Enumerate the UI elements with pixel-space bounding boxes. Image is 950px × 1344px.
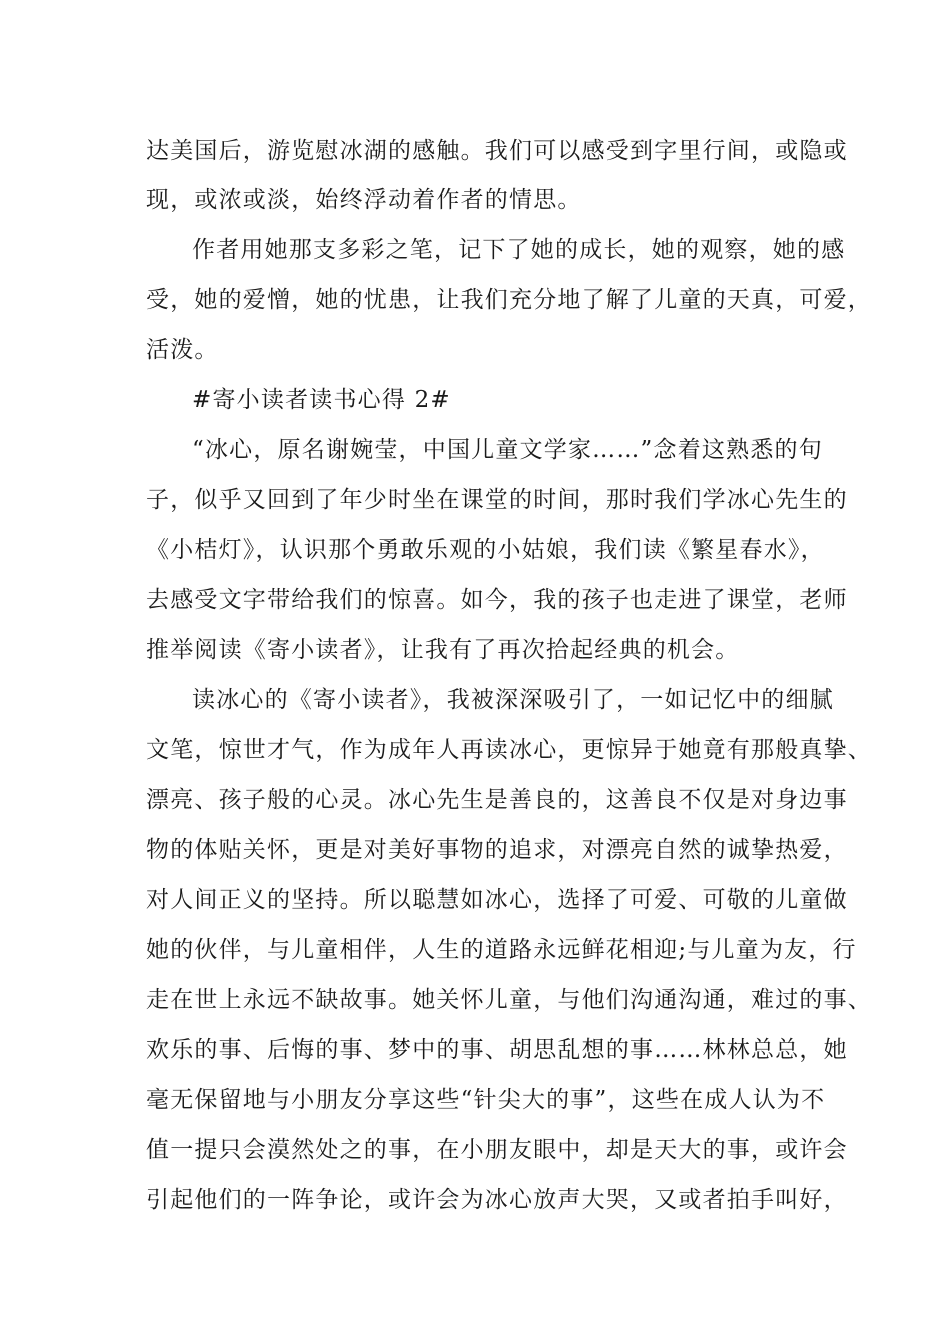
text-line: 走在世上永远不缺故事。她关怀儿童，与他们沟通沟通，难过的事、 bbox=[146, 987, 872, 1013]
text-line: 欢乐的事、后悔的事、梦中的事、胡思乱想的事……林林总总，她 bbox=[146, 1037, 848, 1063]
section-heading: #寄小读者读书心得 2# bbox=[192, 387, 451, 413]
text-line: 文笔，惊世才气，作为成年人再读冰心，更惊异于她竟有那般真挚、 bbox=[146, 737, 872, 763]
text-line: 漂亮、孩子般的心灵。冰心先生是善良的，这善良不仅是对身边事 bbox=[146, 787, 848, 813]
text-line: 作者用她那支多彩之笔，记下了她的成长，她的观察，她的感 bbox=[192, 237, 846, 263]
text-line: 毫无保留地与小朋友分享这些“针尖大的事”，这些在成人认为不 bbox=[146, 1087, 826, 1113]
text-line: 达美国后，游览慰冰湖的感触。我们可以感受到字里行间，或隐或 bbox=[146, 138, 848, 164]
text-line: 引起他们的一阵争论，或许会为冰心放声大哭，又或者拍手叫好， bbox=[146, 1187, 848, 1213]
text-line: “冰心，原名谢婉莹，中国儿童文学家……”念着这熟悉的句 bbox=[192, 437, 823, 463]
text-line: 《小桔灯》，认识那个勇敢乐观的小姑娘，我们读《繁星春水》， bbox=[146, 537, 825, 563]
text-line: 物的体贴关怀，更是对美好事物的追求，对漂亮自然的诚挚热爱， bbox=[146, 837, 848, 863]
text-line: 推举阅读《寄小读者》，让我有了再次拾起经典的机会。 bbox=[146, 637, 740, 663]
text-line: 值一提只会漠然处之的事，在小朋友眼中，却是天大的事，或许会 bbox=[146, 1137, 848, 1163]
text-line: 活泼。 bbox=[146, 337, 219, 363]
text-line: 受，她的爱憎，她的忧患，让我们充分地了解了儿童的天真，可爱， bbox=[146, 287, 872, 313]
text-line: 子，似乎又回到了年少时坐在课堂的时间，那时我们学冰心先生的 bbox=[146, 487, 848, 513]
text-line: 去感受文字带给我们的惊喜。如今，我的孩子也走进了课堂，老师 bbox=[146, 587, 848, 613]
text-line: 读冰心的《寄小读者》，我被深深吸引了，一如记忆中的细腻 bbox=[192, 687, 834, 713]
text-line: 她的伙伴，与儿童相伴，人生的道路永远鲜花相迎;与儿童为友，行 bbox=[146, 937, 857, 963]
text-line: 对人间正义的坚持。所以聪慧如冰心，选择了可爱、可敬的儿童做 bbox=[146, 887, 848, 913]
text-line: 现，或浓或淡，始终浮动着作者的情思。 bbox=[146, 187, 582, 213]
